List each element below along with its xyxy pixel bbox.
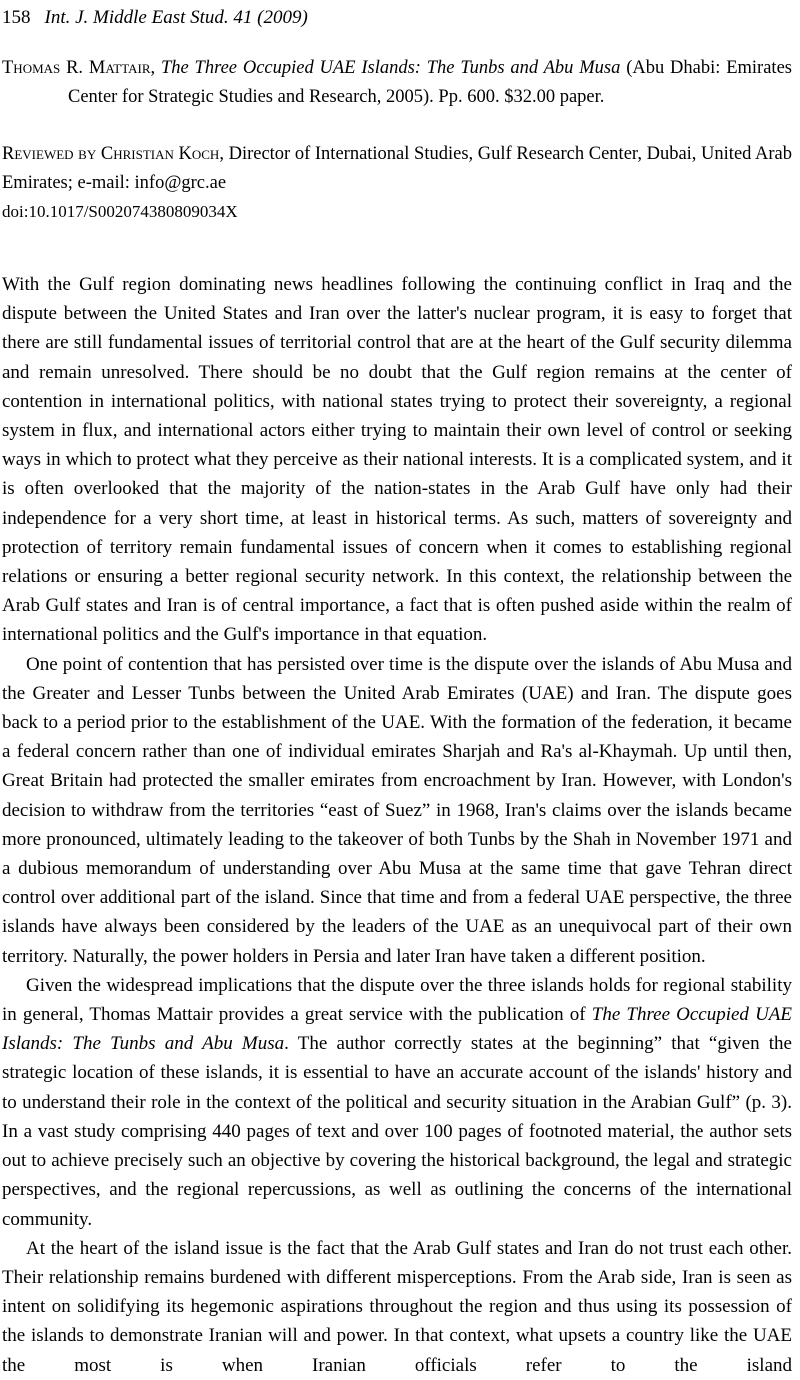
running-head xyxy=(2,0,795,30)
book-citation xyxy=(2,54,795,112)
book-title: The Three Occupied UAE Islands: The Tunbs and Abu Musa xyxy=(160,58,621,78)
reviewer-name: Christian Koch xyxy=(100,144,220,164)
paragraph-3-book-title: The Three Occupied UAE Islands: The Tunbs and Abu Musa xyxy=(2,1004,792,1055)
doi-line: doi:10.1017/S002074380809034X xyxy=(2,202,238,221)
reviewed-by-label: Reviewed by xyxy=(2,144,97,164)
reviewer-affiliation: , Director of International Studies, Gulf Research Center, Dubai, United Arab Emirates; e-mail: info@grc.ae xyxy=(2,144,792,193)
paragraph-3-tail: . The author correctly states at the beginning” that “given the strategic location of these islands, it is essential to have an accurate account of the islands' history and to understand their role in the context of the political and security situation in the Arabian Gulf” (p. 3). In a vast study comprising 440 pages of text and over 100 pages of footnoted material, the author sets out to achieve precisely such an objective by covering the historical background, the legal and strategic perspectives, and the regional repercussions, as well as outlining the concerns of the international community. xyxy=(2,1033,792,1230)
citation-separator: , xyxy=(150,58,161,78)
body-paragraph-1: With the Gulf region dominating news headlines following the continuing conflict in Iraq and the dispute between the United States and Iran over the latter's nuclear program, it is easy to forget that there are still fundamental issues of territorial control that are at the heart of the Gulf security dilemma and remain unresolved. There should be no doubt that the Gulf region remains at the center of contention in international politics, with national states trying to protect their sovereignty, a regional system in flux, and international actors either trying to maintain their own level of control or seeking ways in which to protect what they perceive as their national interests. It is a complicated system, and it is often overlooked that the majority of the nation-states in the Arab Gulf have only had their independence for a very short time, at least in historical terms. As such, matters of sovereignty and protection of territory remain fundamental issues of concern when it comes to establishing regional relations or ensuring a better regional security network. In this context, the relationship between the Arab Gulf states and Iran is of central importance, a fact that is often pushed aside within the realm of international politics and the Gulf's importance in that equation. xyxy=(2,274,792,646)
body-paragraph-3 xyxy=(2,971,795,1234)
journal-title: Int. J. Middle East Stud. 41 (2009) xyxy=(44,7,308,28)
page-number: 158 xyxy=(2,7,31,28)
reviewer-line xyxy=(2,140,795,198)
paragraph-3-lead: Given the widespread implications that the dispute over the three islands holds for regional stability in general, Thomas Mattair provides a great service with the publication of xyxy=(2,974,792,1026)
book-imprint: (Abu Dhabi: Emirates Center for Strategic Studies and Research, 2005). Pp. 600. $32.00 paper. xyxy=(68,58,792,107)
body-paragraph-4: At the heart of the island issue is the fact that the Arab Gulf states and Iran do not trust each other. Their relationship remains burdened with different misperceptions. From the Arab side, Iran is seen as intent on solidifying its hegemonic aspirations throughout the region and thus using its possession of the islands to demonstrate Iranian will and power. In that context, what upsets a country like the UAE the most is when Iranian officials refer to the island xyxy=(2,1237,792,1376)
article-body xyxy=(2,270,795,1380)
body-paragraph-2: One point of contention that has persisted over time is the dispute over the islands of Abu Musa and the Greater and Lesser Tunbs between the United Arab Emirates (UAE) and Iran. The dispute goes back to a period prior to the establishment of the UAE. With the formation of the federation, it became a federal concern rather than one of individual emirates Sharjah and Ra's al-Khaymah. Up until then, Great Britain had protected the smaller emirates from encroachment by Iran. However, with London's decision to withdraw from the territories “east of Suez” in 1968, Iran's claims over the islands became more pronounced, ultimately leading to the takeover of both Tunbs by the Shah in November 1971 and a dubious memorandum of understanding over Abu Musa at the same time that gave Tehran direct control over additional part of the island. Since that time and from a federal UAE perspective, the three islands have always been considered by the leaders of the UAE as an unequivocal part of their own territory. Naturally, the power holders in Persia and later Iran have taken a different position. xyxy=(2,653,792,967)
book-author: Thomas R. Mattair xyxy=(2,58,151,78)
